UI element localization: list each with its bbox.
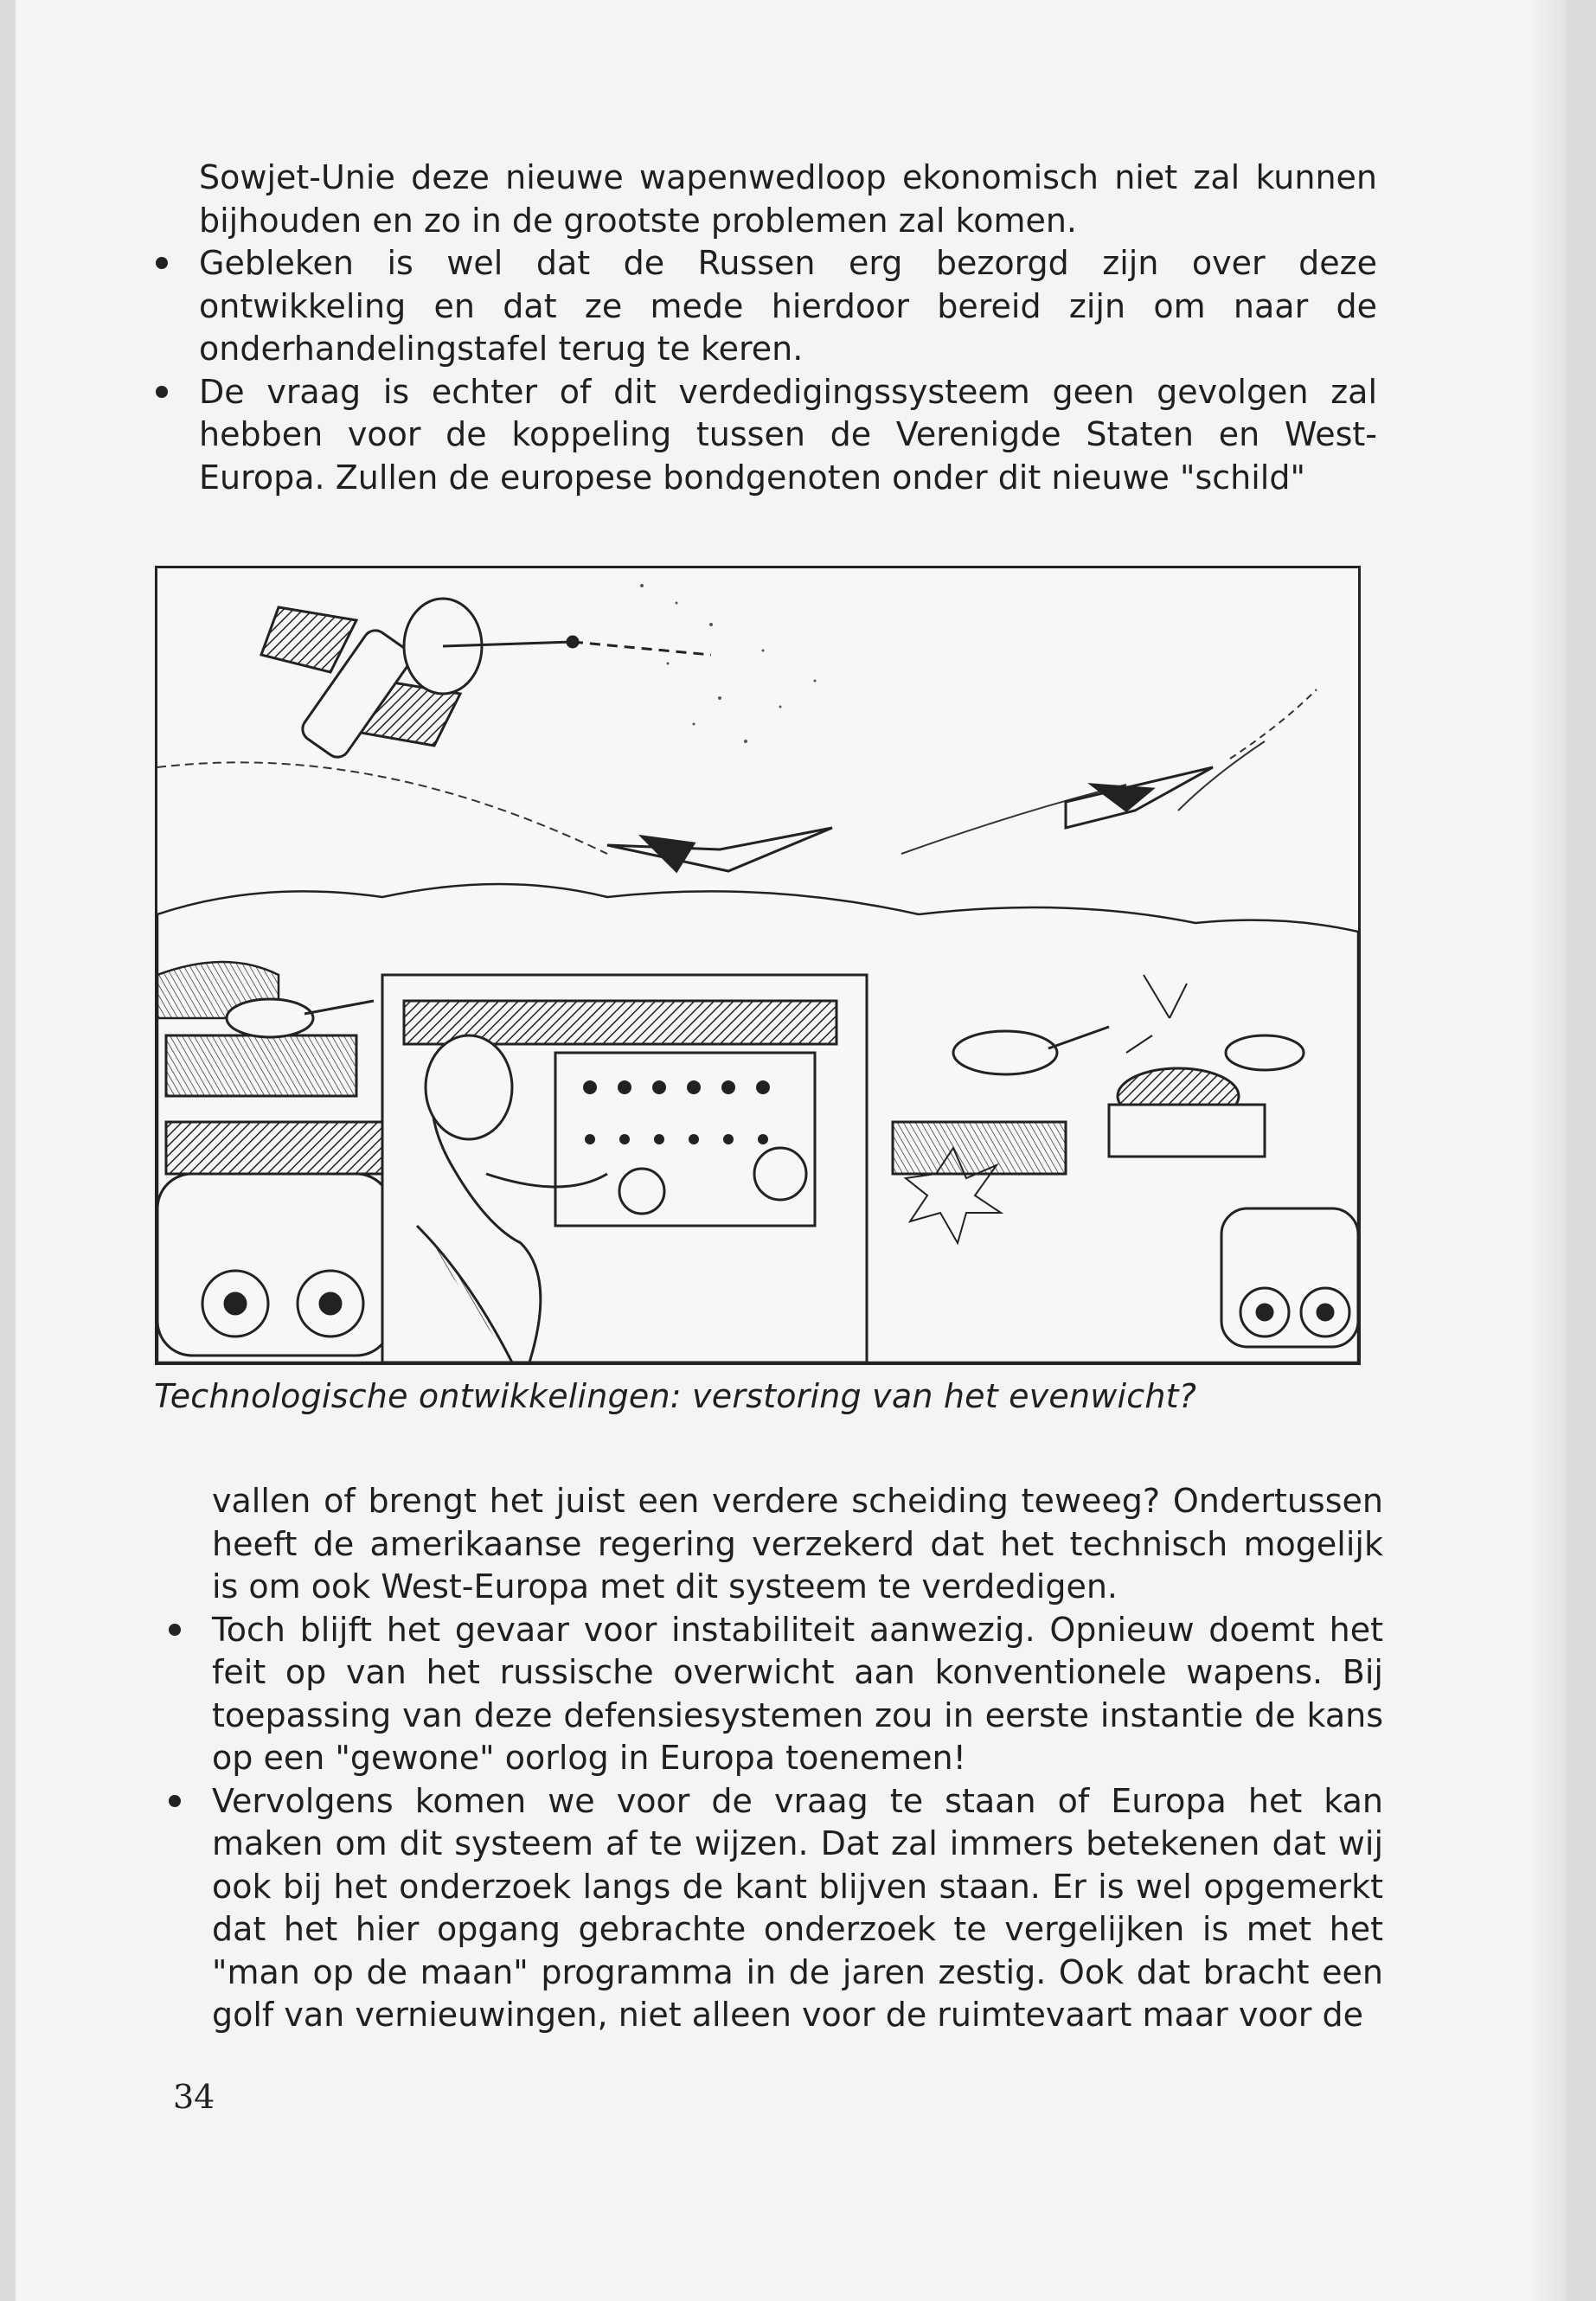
war-scene-illustration bbox=[157, 568, 1358, 1362]
paragraph bbox=[212, 1480, 1383, 1609]
fighter-jets bbox=[607, 767, 1213, 871]
body-text-top bbox=[199, 157, 1377, 499]
bullet-paragraph bbox=[212, 1780, 1383, 2037]
body-text-bottom bbox=[212, 1480, 1383, 2037]
text-line: bijhouden en zo in de grootste problemen zal komen. bbox=[199, 201, 1077, 240]
text-line: "man op de maan" programma in de jaren zestig. Ook dat bracht een bbox=[212, 1952, 1383, 1991]
text-line: vallen of brengt het juist een verdere scheiding teweeg? Ondertussen bbox=[212, 1482, 1383, 1520]
bullet-icon bbox=[169, 1624, 181, 1636]
text-line: golf van vernieuwingen, niet alleen voor de ruimtevaart maar voor de bbox=[212, 1996, 1364, 2034]
text-line: heeft de amerikaanse regering verzekerd dat het technisch mogelijk bbox=[212, 1524, 1383, 1563]
paragraph bbox=[199, 157, 1377, 242]
text-line: op een "gewone" oorlog in Europa toenemen! bbox=[212, 1739, 966, 1777]
text-line: ook bij het onderzoek langs de kant blijven staan. Er is wel opgemerkt bbox=[212, 1867, 1383, 1906]
text-line: Europa. Zullen de europese bondgenoten onder dit nieuwe "schild" bbox=[199, 458, 1305, 497]
text-line: is om ook West-Europa met dit systeem te verdedigen. bbox=[212, 1567, 1118, 1606]
satellite bbox=[261, 599, 711, 762]
figure-caption: Technologische ontwikkelingen: verstoring van het evenwicht? bbox=[154, 1377, 1197, 1415]
page-number: 34 bbox=[173, 2078, 215, 2116]
text-line: feit op van het russische overwicht aan konventionele wapens. Bij bbox=[212, 1653, 1383, 1691]
text-line: Gebleken is wel dat de Russen erg bezorgd zijn over deze bbox=[199, 244, 1377, 282]
cockpit-panel bbox=[382, 975, 867, 1362]
text-line: ontwikkeling en dat ze mede hierdoor bereid zijn om naar de bbox=[199, 286, 1377, 325]
book-page bbox=[16, 0, 1566, 2301]
bullet-paragraph bbox=[199, 371, 1377, 500]
tank-left bbox=[157, 999, 391, 1356]
sky-debris bbox=[640, 584, 817, 743]
text-line: onderhandelingstafel terug te keren. bbox=[199, 330, 804, 368]
text-line: toepassing van deze defensiesystemen zou in eerste instantie de kans bbox=[212, 1695, 1383, 1734]
text-line: Vervolgens komen we voor de vraag te staan of Europa het kan bbox=[212, 1781, 1383, 1820]
text-line: Sowjet-Unie deze nieuwe wapenwedloop ekonomisch niet zal kunnen bbox=[199, 158, 1377, 196]
text-line: Toch blijft het gevaar voor instabiliteit aanwezig. Opnieuw doemt het bbox=[212, 1610, 1383, 1649]
bullet-icon bbox=[169, 1795, 181, 1807]
bullet-icon bbox=[156, 257, 168, 269]
text-line: maken om dit systeem af te wijzen. Dat zal immers betekenen dat wij bbox=[212, 1824, 1383, 1862]
text-line: dat het hier opgang gebrachte onderzoek te vergelijken is met het bbox=[212, 1910, 1383, 1948]
bullet-paragraph bbox=[199, 242, 1377, 371]
text-line: De vraag is echter of dit verdedigingssysteem geen gevolgen zal bbox=[199, 372, 1377, 411]
bullet-icon bbox=[156, 386, 168, 398]
bullet-paragraph bbox=[212, 1609, 1383, 1780]
page-gutter-shadow bbox=[1528, 0, 1566, 2301]
text-line: hebben voor de koppeling tussen de Verenigde Staten en West- bbox=[199, 415, 1377, 453]
illustration-frame bbox=[155, 566, 1361, 1365]
